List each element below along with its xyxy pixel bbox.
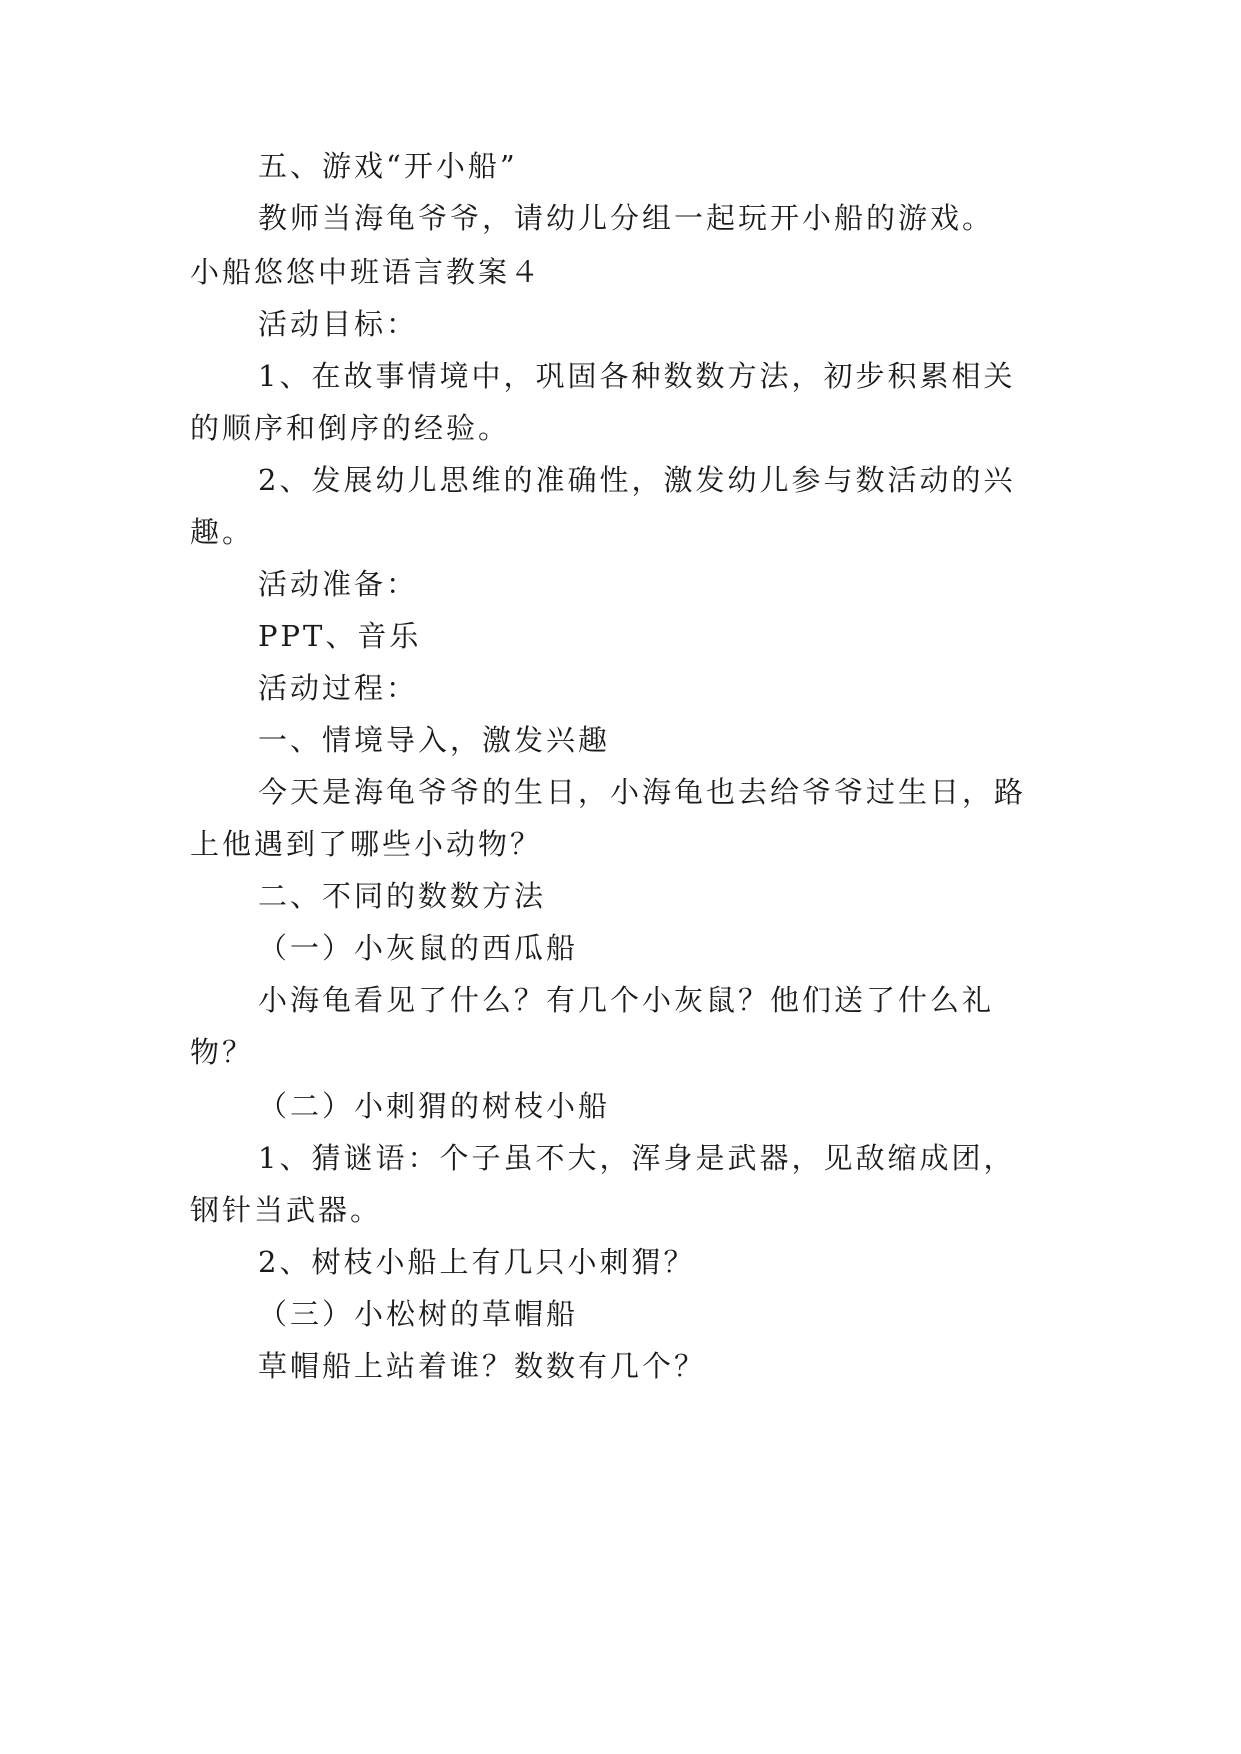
section-heading-game: 五、游戏“开小船”: [258, 149, 518, 183]
paragraph-line: 草帽船上站着谁？数数有几个？: [258, 1349, 707, 1383]
paragraph-line: 小海龟看见了什么？有几个小灰鼠？他们送了什么礼: [258, 983, 995, 1017]
subsection-heading: 二、不同的数数方法: [258, 879, 547, 913]
paragraph-line: 的顺序和倒序的经验。: [190, 411, 511, 445]
paragraph-line: 钢针当武器。: [190, 1193, 383, 1227]
paragraph-line: 物？: [190, 1035, 255, 1069]
subsection-heading: （三）小松树的草帽船: [258, 1297, 579, 1331]
paragraph-line: PPT、音乐: [258, 619, 422, 653]
document-title: 小船悠悠中班语言教案４: [190, 255, 543, 289]
subsection-heading: 一、情境导入，激发兴趣: [258, 723, 611, 757]
section-heading-preparation: 活动准备：: [258, 567, 419, 601]
paragraph-line: 1、猜谜语：个子虽不大，浑身是武器，见敌缩成团，: [258, 1141, 1016, 1175]
paragraph-line: 2、发展幼儿思维的准确性，激发幼儿参与数活动的兴: [258, 463, 1016, 497]
paragraph-line: 1、在故事情境中，巩固各种数数方法，初步积累相关: [258, 359, 1016, 393]
paragraph-line: 教师当海龟爷爷，请幼儿分组一起玩开小船的游戏。: [258, 201, 995, 235]
section-heading-goals: 活动目标：: [258, 307, 419, 341]
paragraph-line: 2、树枝小船上有几只小刺猬？: [258, 1245, 696, 1279]
subsection-heading: （一）小灰鼠的西瓜船: [258, 931, 579, 965]
paragraph-line: 上他遇到了哪些小动物？: [190, 827, 543, 861]
subsection-heading: （二）小刺猬的树枝小船: [258, 1089, 611, 1123]
paragraph-line: 今天是海龟爷爷的生日，小海龟也去给爷爷过生日，路: [258, 775, 1027, 809]
section-heading-process: 活动过程：: [258, 671, 419, 705]
paragraph-line: 趣。: [190, 515, 255, 549]
